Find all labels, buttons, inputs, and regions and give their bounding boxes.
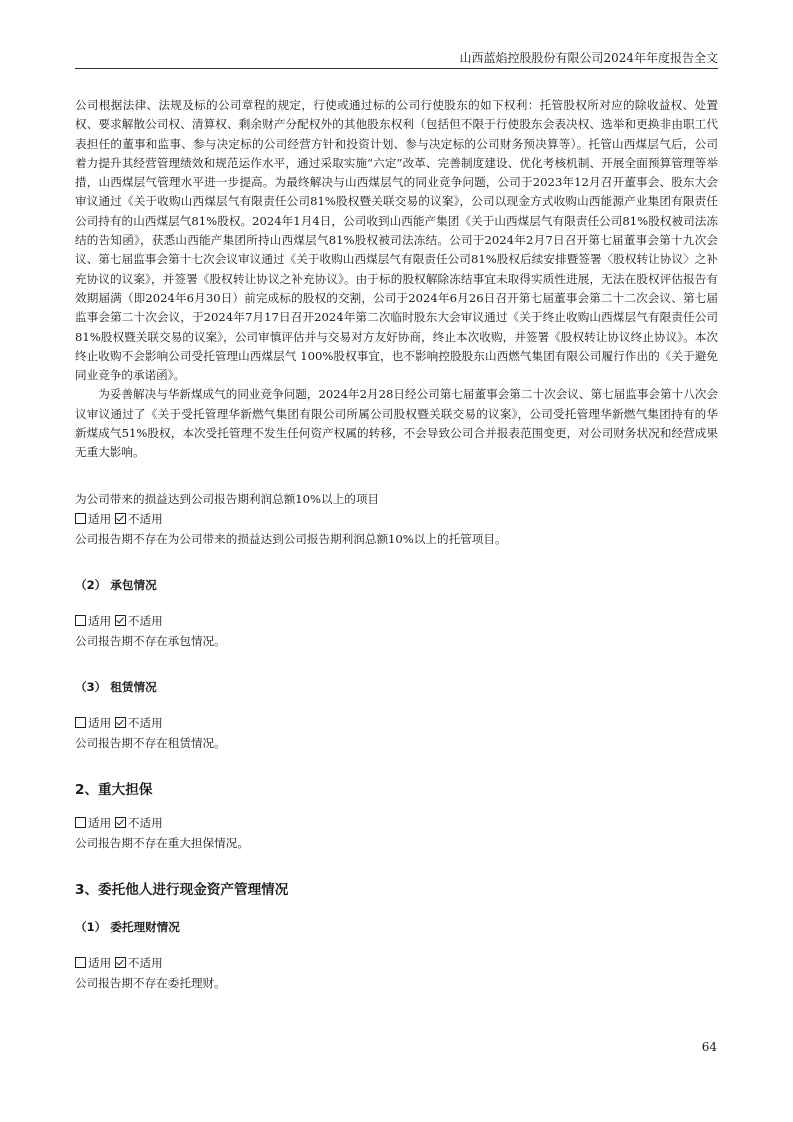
- page-header: [75, 50, 718, 69]
- guarantee-statement: 公司报告期不存在重大担保情况。: [75, 835, 249, 850]
- checked-box-icon: [115, 817, 126, 828]
- option-applicable: 适用: [88, 715, 112, 730]
- option-applicable: 适用: [88, 955, 112, 970]
- unchecked-box-icon: [75, 817, 86, 828]
- checked-box-icon: [115, 615, 126, 626]
- contract-heading: （2） 承包情况: [75, 577, 157, 592]
- profit-applicability: [75, 509, 718, 529]
- option-not-applicable: 不适用: [127, 511, 163, 526]
- option-applicable: 适用: [88, 511, 112, 526]
- unchecked-box-icon: [75, 513, 86, 524]
- guarantee-applicability: [75, 813, 718, 833]
- lease-applicability: [75, 713, 718, 733]
- option-not-applicable: 不适用: [127, 815, 163, 830]
- page-content: [75, 96, 718, 993]
- option-not-applicable: 不适用: [127, 715, 163, 730]
- unchecked-box-icon: [75, 957, 86, 968]
- wealth-management-heading: （1） 委托理财情况: [75, 919, 180, 934]
- paragraph-custody-rights: 公司根据法律、法规及标的公司章程的规定，行使或通过标的公司行使股东的如下权利：托管股权所对应的除收益权、处置权、要求解散公司权、清算权、剩余财产分配权外的其他股东权利（包括但不限于行使股东会表决权、选举和更换非由职工代表担任的董事和监事、参与决定标的公司经营方针和投资计划、参与决定标的公司财务预决算等）。托管山西煤层气后，公司着力提升其经营管理绩效和规范运作水平，通过采取实施“六定”改革、完善制度建设、优化考核机制、开展全面预算管理等举措，山西煤层气管理水平进一步提高。为最终解决与山西煤层气的同业竞争问题，公司于2023年12月召开董事会、股东大会审议通过《关于收购山西煤层气有限责任公司81%股权暨关联交易的议案》，公司以现金方式收购山西能源产业集团有限责任公司持有的山西煤层气81%股权。2024年1月4日，公司收到山西能产集团《关于山西煤层气有限责任公司81%股权被司法冻结的告知函》，获悉山西能产集团所持山西煤层气81%股权被司法冻结。公司于2024年2月7日召开第七届董事会第十九次会议、第七届监事会第十七次会议审议通过《关于收购山西煤层气有限责任公司81%股权后续安排暨签署〈股权转让协议〉之补充协议的议案》，并签署《股权转让协议之补充协议》。由于标的股权解除冻结事宜未取得实质性进展，无法在股权评估报告有效期届满（即2024年6月30日）前完成标的股权的交割，公司于2024年6月26日召开第七届董事会第二十二次会议、第七届监事会第二十次会议，于2024年7月17日召开2024年第二次临时股东大会审议通过《关于终止收购山西煤层气有限责任公司81%股权暨关联交易的议案》，公司审慎评估并与交易对方友好协商，终止本次收购，并签署《股权转让协议终止协议》。本次终止收购不会影响公司受托管理山西煤层气 100%股权事宜，也不影响控股股东山西燃气集团有限公司履行作出的《关于避免同业竞争的承诺函》。: [75, 98, 718, 383]
- cash-management-heading: 3、委托他人进行现金资产管理情况: [75, 881, 289, 898]
- option-applicable: 适用: [88, 815, 112, 830]
- unchecked-box-icon: [75, 717, 86, 728]
- checked-box-icon: [115, 957, 126, 968]
- contract-applicability: [75, 611, 718, 631]
- unchecked-box-icon: [75, 615, 86, 626]
- checked-box-icon: [115, 717, 126, 728]
- page-number: 64: [701, 1040, 717, 1054]
- header-title: 山西蓝焰控股股份有限公司2024年年度报告全文: [459, 51, 718, 65]
- option-not-applicable: 不适用: [127, 613, 163, 628]
- wealth-statement: 公司报告期不存在委托理财。: [75, 975, 226, 990]
- lease-heading: （3） 租赁情况: [75, 679, 157, 694]
- wealth-applicability: [75, 953, 718, 973]
- lease-statement: 公司报告期不存在租赁情况。: [75, 735, 226, 750]
- contract-statement: 公司报告期不存在承包情况。: [75, 633, 226, 648]
- option-applicable: 适用: [88, 613, 112, 628]
- profit-section-title: 为公司带来的损益达到公司报告期利润总额10%以上的项目: [75, 491, 380, 506]
- option-not-applicable: 不适用: [127, 955, 163, 970]
- checked-box-icon: [115, 513, 126, 524]
- profit-statement: 公司报告期不存在为公司带来的损益达到公司报告期利润总额10%以上的托管项目。: [75, 531, 507, 546]
- guarantee-heading: 2、重大担保: [75, 781, 153, 798]
- paragraph-huaxin-custody: 为妥善解决与华新煤成气的同业竞争问题，2024年2月28日经公司第七届董事会第二十次会议、第七届监事会第十八次会议审议通过了《关于受托管理华新燃气集团有限公司所属公司股权暨关联交易的议案》，公司受托管理华新燃气集团持有的华新煤成气51%股权，本次受托管理不发生任何资产权属的转移，不会导致公司合并报表范围变更，对公司财务状况和经营成果无重大影响。: [75, 387, 718, 460]
